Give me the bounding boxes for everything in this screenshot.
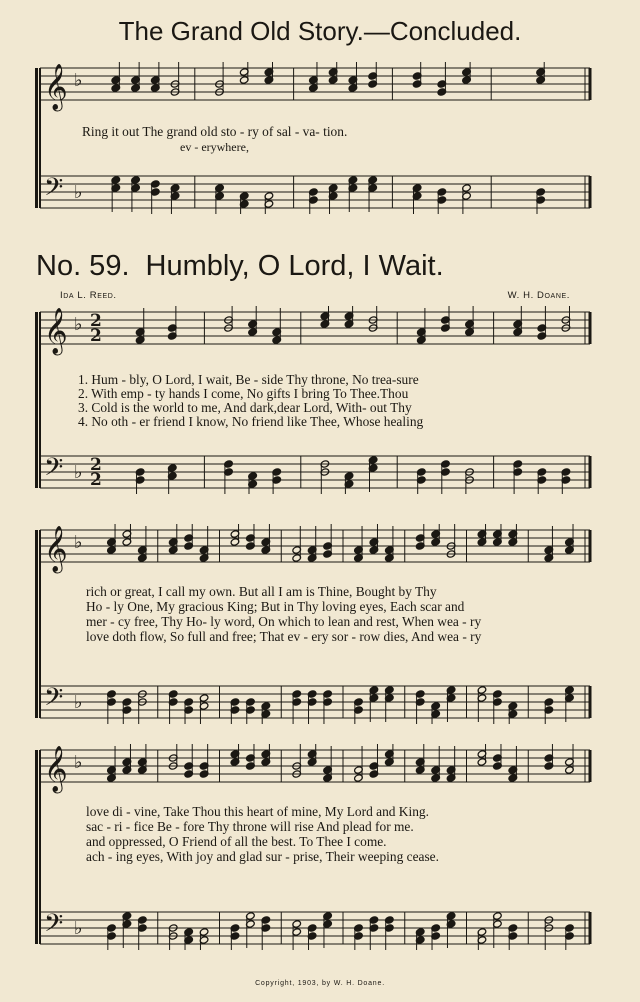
system-brace [35,750,38,944]
verse-4-line-1: 4. No oth - er friend I know, No friend like Thee, Whose healing [78,414,424,429]
system-brace [35,68,38,208]
bass-clef-icon: 𝄢 [44,453,64,488]
verse-1-line-1: 1. Hum - bly, O Lord, I wait, Be - side Thy throne, No trea-sure [78,372,419,387]
verse-1-line-3: love di - vine, Take Thou this heart of mine, My Lord and King. [86,804,429,819]
bass-clef-icon: 𝄢 [44,909,64,944]
previous-lyrics-subline: ev - erywhere, [180,140,249,154]
flat-key-signature: ♭ [74,462,83,483]
treble-clef-icon: 𝄞 [44,308,68,354]
time-signature: 2 [90,326,102,346]
hymn-title-line [36,250,444,283]
flat-key-signature: ♭ [74,314,83,335]
bass-clef-icon: 𝄢 [44,683,64,718]
verse-2-line-1: 2. With emp - ty hands I come, No gifts I bring To Thee.Thou [78,386,409,401]
flat-key-signature: ♭ [74,752,83,773]
flat-key-signature: ♭ [74,692,83,713]
time-signature: 2 [90,311,102,331]
previous-hymn-title: The Grand Old Story.—Concluded. [118,16,522,46]
treble-clef-icon: 𝄞 [44,746,68,792]
time-signature: 2 [90,455,102,475]
system-brace [35,312,38,488]
verse-1-line-2: rich or great, I call my own. But all I am is Thine, Bought by Thy [86,584,437,599]
flat-key-signature: ♭ [74,918,83,939]
hymn-number: No. 59. [36,250,130,282]
verse-2-line-2: Ho - ly One, My gracious King; But in Thy loving eyes, Each scar and [86,599,465,614]
treble-clef-icon: 𝄞 [44,526,68,572]
verse-3-line-2: mer - cy free, Thy Ho- ly word, On which to lean and rest, When wea - ry [86,614,482,629]
verse-4-line-2: love doth flow, So full and free; That ev - ery sor - row dies, And wea - ry [86,629,482,644]
verse-3-line-3: and oppressed, O Friend of all the best. To Thee I come. [86,834,387,849]
treble-clef-icon: 𝄞 [44,64,68,110]
hymn-author: Ida L. Reed. [60,290,117,301]
flat-key-signature: ♭ [74,182,83,203]
previous-lyrics-line: Ring it out The grand old sto - ry of sal - va- tion. [82,124,348,139]
flat-key-signature: ♭ [74,70,83,91]
verse-4-line-3: ach - ing eyes, With joy and glad sur - prise, Their weeping cease. [86,849,439,864]
copyright-notice: Copyright, 1903, by W. H. Doane. [255,980,385,987]
verse-3-line-1: 3. Cold is the world to me, And dark,dear Lord, With- out Thy [78,400,412,415]
verse-2-line-3: sac - ri - fice Be - fore Thy throne will rise And plead for me. [86,819,414,834]
hymn-title: Humbly, O Lord, I Wait. [145,250,444,282]
hymn-composer: W. H. Doane. [507,290,570,301]
bass-clef-icon: 𝄢 [44,173,64,208]
system-brace [35,530,38,718]
time-signature: 2 [90,470,102,490]
flat-key-signature: ♭ [74,532,83,553]
